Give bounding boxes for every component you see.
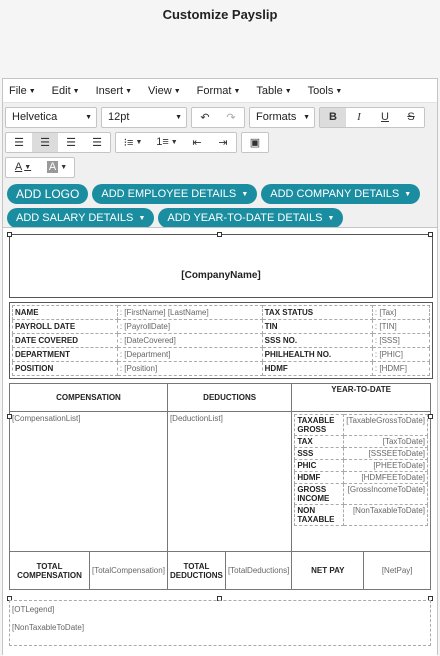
info-label: DEPARTMENT	[13, 348, 118, 362]
rich-text-editor	[2, 78, 438, 655]
italic-icon[interactable]: I	[357, 111, 361, 123]
info-label: SSS NO.	[262, 334, 372, 348]
font-size-select[interactable]: 12pt ▼	[108, 111, 182, 123]
info-value: : [SSS]	[372, 334, 429, 348]
ot-legend: [OTLegend]	[12, 605, 55, 614]
footer-section	[9, 600, 431, 646]
ytd-table	[294, 414, 428, 526]
table-row	[295, 460, 428, 472]
info-value: : [HDMF]	[372, 362, 429, 376]
info-label: HDMF	[262, 362, 372, 376]
ytd-label: TAX	[295, 436, 344, 448]
toolbar	[3, 103, 437, 235]
align-left-icon[interactable]: ☰	[14, 136, 24, 149]
align-right-icon[interactable]: ☰	[66, 136, 76, 149]
info-value: : [PayrollDate]	[117, 320, 262, 334]
info-value: : [DateCovered]	[117, 334, 262, 348]
menubar	[3, 79, 437, 103]
menu-format[interactable]: Format ▼	[196, 84, 241, 97]
info-value: : [TIN]	[372, 320, 429, 334]
ytd-label: NON TAXABLE	[295, 505, 344, 526]
table-row	[295, 415, 428, 436]
info-value: : [Tax]	[372, 306, 429, 320]
compensation-header: COMPENSATION	[10, 384, 168, 412]
font-family-select[interactable]: Helvetica ▼	[12, 111, 92, 123]
deductions-header: DEDUCTIONS	[167, 384, 291, 412]
info-value: : [Department]	[117, 348, 262, 362]
ytd-header: YEAR-TO-DATE	[292, 384, 431, 412]
employee-info-table	[12, 305, 430, 376]
ytd-value: [NonTaxableToDate]	[344, 505, 428, 526]
info-label: POSITION	[13, 362, 118, 376]
table-row	[295, 448, 428, 460]
add-ytd-details-button[interactable]: ADD YEAR-TO-DATE DETAILS ▼	[158, 208, 343, 228]
text-color-icon[interactable]: A ▼	[14, 161, 32, 173]
ytd-value: [PHEEToDate]	[344, 460, 428, 472]
align-justify-icon[interactable]: ☰	[92, 136, 102, 149]
table-row	[13, 320, 430, 334]
ytd-value: [GrossIncomeToDate]	[344, 484, 428, 505]
table-row	[13, 348, 430, 362]
info-label: DATE COVERED	[13, 334, 118, 348]
resize-handle[interactable]	[428, 414, 433, 419]
table-row	[10, 384, 431, 412]
net-pay-value: [NetPay]	[364, 552, 431, 590]
add-employee-details-button[interactable]: ADD EMPLOYEE DETAILS ▼	[92, 184, 257, 204]
company-name: [CompanyName]	[9, 234, 433, 298]
table-row	[10, 412, 431, 552]
total-deductions-value: [TotalDeductions]	[225, 552, 291, 590]
bullet-list-icon[interactable]: ⁝≡ ▼	[123, 136, 143, 149]
ytd-label: GROSS INCOME	[295, 484, 344, 505]
total-compensation-value: [TotalCompensation]	[90, 552, 168, 590]
resize-handle[interactable]	[428, 232, 433, 237]
indent-icon[interactable]: ⇥	[218, 136, 228, 149]
ytd-value: [TaxableGrossToDate]	[344, 415, 428, 436]
info-value: : [Position]	[117, 362, 262, 376]
strikethrough-icon[interactable]: S	[407, 111, 415, 123]
table-row	[13, 306, 430, 320]
info-label: PAYROLL DATE	[13, 320, 118, 334]
editor-content[interactable]	[3, 227, 437, 656]
deduction-list: [DeductionList]	[167, 412, 291, 552]
employee-info-section	[9, 302, 433, 379]
ytd-cell	[292, 412, 431, 552]
table-row	[13, 334, 430, 348]
add-company-details-button[interactable]: ADD COMPANY DETAILS ▼	[261, 184, 420, 204]
ytd-label: TAXABLE GROSS	[295, 415, 344, 436]
info-label: TAX STATUS	[262, 306, 372, 320]
table-row	[10, 552, 431, 590]
ytd-label: SSS	[295, 448, 344, 460]
ytd-value: [HDMFEEToDate]	[344, 472, 428, 484]
resize-handle[interactable]	[7, 232, 12, 237]
total-deductions-label: TOTAL DEDUCTIONS	[167, 552, 225, 590]
info-value: : [PHIC]	[372, 348, 429, 362]
table-row	[295, 505, 428, 526]
numbered-list-icon[interactable]: 1≡ ▼	[156, 136, 178, 148]
outdent-icon[interactable]: ⇤	[192, 136, 202, 149]
menu-view[interactable]: View ▼	[148, 84, 181, 97]
info-value: : [FirstName] [LastName]	[117, 306, 262, 320]
menu-file[interactable]: File ▼	[9, 84, 36, 97]
table-row	[295, 436, 428, 448]
table-row	[295, 472, 428, 484]
redo-icon[interactable]: ↷	[226, 111, 236, 124]
ytd-value: [SSSEEToDate]	[344, 448, 428, 460]
info-label: NAME	[13, 306, 118, 320]
resize-handle[interactable]	[217, 232, 222, 237]
menu-tools[interactable]: Tools ▼	[307, 84, 343, 97]
ytd-label: PHIC	[295, 460, 344, 472]
menu-edit[interactable]: Edit ▼	[51, 84, 80, 97]
add-salary-details-button[interactable]: ADD SALARY DETAILS ▼	[7, 208, 154, 228]
formats-select[interactable]: Formats ▼	[256, 111, 310, 123]
info-label: PHILHEALTH NO.	[262, 348, 372, 362]
payslip-table[interactable]	[9, 234, 433, 590]
underline-icon[interactable]: U	[381, 111, 389, 123]
table-row	[295, 484, 428, 505]
salary-table	[9, 383, 431, 590]
total-compensation-label: TOTAL COMPENSATION	[10, 552, 90, 590]
ytd-value: [TaxToDate]	[344, 436, 428, 448]
info-label: TIN	[262, 320, 372, 334]
background-color-icon[interactable]: A ▼	[48, 161, 68, 173]
bold-icon[interactable]: B	[320, 108, 346, 127]
ytd-label: HDMF	[295, 472, 344, 484]
table-row	[13, 362, 430, 376]
resize-handle[interactable]	[7, 414, 12, 419]
undo-icon[interactable]: ↶	[200, 111, 210, 124]
compensation-list: [CompensationList]	[10, 412, 168, 552]
align-center-icon[interactable]: ☰	[32, 133, 58, 152]
add-logo-button[interactable]: ADD LOGO	[7, 184, 88, 204]
menu-insert[interactable]: Insert ▼	[95, 84, 133, 97]
non-taxable-to-date: [NonTaxableToDate]	[12, 623, 85, 632]
net-pay-label: NET PAY	[292, 552, 364, 590]
image-icon[interactable]: ▣	[249, 136, 261, 149]
menu-table[interactable]: Table ▼	[256, 84, 292, 97]
page-title: Customize Payslip	[162, 7, 278, 22]
